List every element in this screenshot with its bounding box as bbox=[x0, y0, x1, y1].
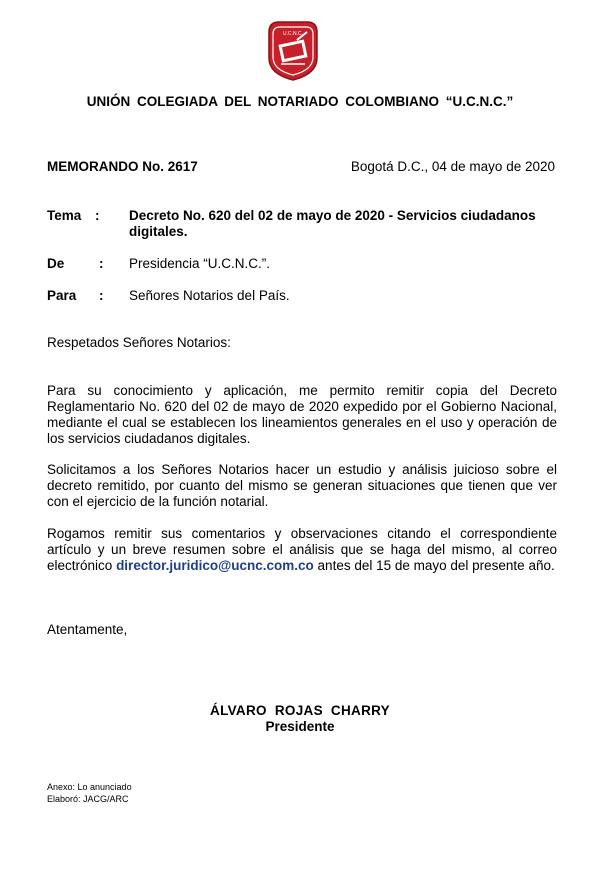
closing: Atentamente, bbox=[47, 622, 128, 637]
tema-label: Tema bbox=[47, 208, 82, 223]
organization-title: UNIÓN COLEGIADA DEL NOTARIADO COLOMBIANO “U.C.N.C.” bbox=[86, 94, 514, 109]
email-link[interactable]: director.juridico@ucnc.com.co bbox=[116, 558, 314, 573]
signer-name: ÁLVARO ROJAS CHARRY bbox=[210, 703, 390, 718]
para-value: Señores Notarios del País. bbox=[129, 288, 290, 303]
prepared-by-note: Elaboró: JACG/ARC bbox=[47, 794, 129, 804]
memo-number: MEMORANDO No. 2617 bbox=[47, 159, 198, 174]
paragraph-3 bbox=[47, 526, 557, 574]
para-label: Para bbox=[47, 288, 77, 303]
memo-place-date: Bogotá D.C., 04 de mayo de 2020 bbox=[350, 159, 555, 174]
logo-text: U.C.N.C. bbox=[283, 31, 303, 37]
paragraph-1: Para su conocimiento y aplicación, me permito remitir copia del Decreto Reglamentario No. 620 del 02 de mayo de 2020 expedido por el Gobierno Nacional, mediante el cual se establecen los lineamientos generales en el uso y operación de los servicios ciudadanos digitales. bbox=[47, 383, 557, 446]
tema-colon: : bbox=[95, 208, 100, 223]
tema-value: Decreto No. 620 del 02 de mayo de 2020 - Servicios ciudadanos digitales. bbox=[129, 208, 536, 239]
de-value: Presidencia “U.C.N.C.”. bbox=[129, 256, 271, 271]
organization-logo bbox=[263, 18, 323, 82]
paragraph-3-text-end: antes del 15 de mayo del presente año. bbox=[317, 558, 555, 573]
paragraph-3-text-start: Rogamos remitir sus comentarios y observaciones citando el correspondiente artículo y un breve resumen sobre el análisis que se haga del mismo, al correo electrónico bbox=[47, 526, 557, 573]
annex-note: Anexo: Lo anunciado bbox=[47, 782, 132, 792]
de-colon: : bbox=[99, 256, 104, 271]
greeting: Respetados Señores Notarios: bbox=[47, 335, 231, 350]
paragraph-2: Solicitamos a los Señores Notarios hacer un estudio y análisis juicioso sobre el decreto remitido, por cuanto del mismo se generan situaciones que tienen que ver con el ejercicio de la función notarial. bbox=[47, 462, 557, 509]
ucnc-crest-icon bbox=[263, 18, 323, 82]
de-label: De bbox=[47, 256, 65, 271]
para-colon: : bbox=[99, 288, 104, 303]
signer-title: Presidente bbox=[265, 719, 335, 734]
